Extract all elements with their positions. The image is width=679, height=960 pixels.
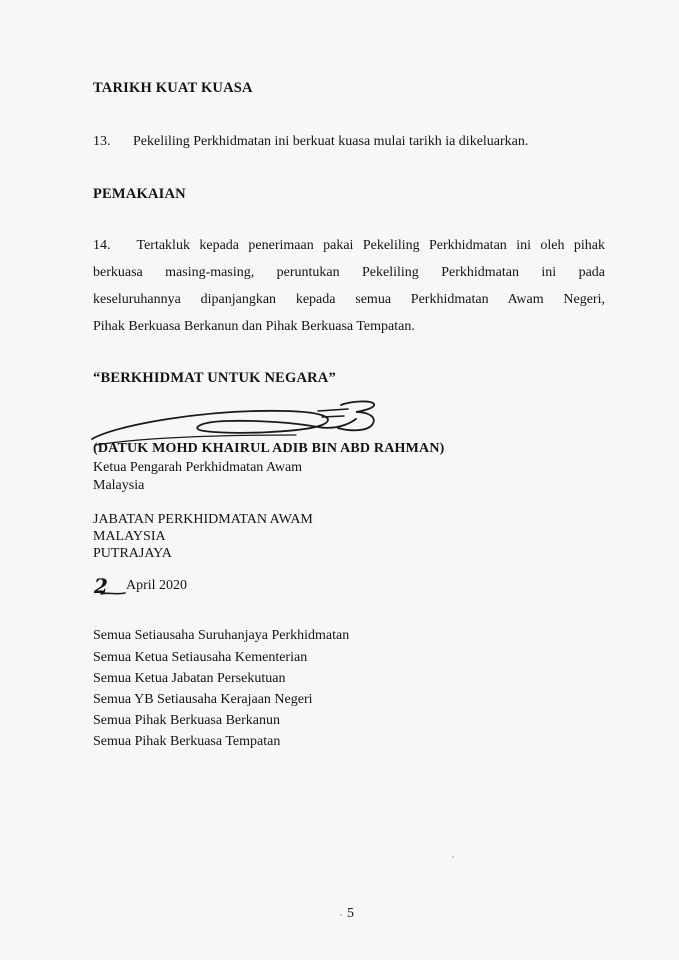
paragraph-text: Pekeliling Perkhidmatan ini berkuat kuasa mulai tarikh ia dikeluarkan. bbox=[133, 134, 529, 149]
paragraph-number: 13. bbox=[93, 134, 111, 149]
signatory-title: Ketua Pengarah Perkhidmatan Awam bbox=[93, 460, 303, 475]
page-number: 5 bbox=[347, 906, 354, 921]
department-name: JABATAN PERKHIDMATAN AWAM bbox=[93, 512, 313, 527]
paragraph-14-line: keseluruhannya dipanjangkan kepada semua Perkhidmatan Awam Negeri, bbox=[93, 292, 605, 307]
date-underline-stroke bbox=[100, 591, 126, 597]
list-item: Semua YB Setiausaha Kerajaan Negeri bbox=[93, 692, 313, 707]
paragraph-number: 14. bbox=[93, 238, 111, 253]
paragraph-14-line bbox=[93, 238, 605, 254]
date-month-year: April 2020 bbox=[126, 578, 188, 593]
scan-speck bbox=[340, 914, 342, 916]
paragraph-text: Tertakluk kepada penerimaan pakai Pekeliling Perkhidmatan ini oleh pihak bbox=[136, 238, 605, 253]
paragraph-14-line: berkuasa masing-masing, peruntukan Pekeliling Perkhidmatan ini pada bbox=[93, 265, 605, 280]
department-city: PUTRAJAYA bbox=[93, 546, 172, 561]
paragraph-13 bbox=[93, 134, 528, 150]
department-country: MALAYSIA bbox=[93, 529, 166, 544]
signatory-name: (DATUK MOHD KHAIRUL ADIB BIN ABD RAHMAN) bbox=[93, 441, 445, 456]
date-day-handwritten: 2 bbox=[94, 574, 108, 598]
motto: “BERKHIDMAT UNTUK NEGARA” bbox=[93, 370, 336, 386]
heading-application: PEMAKAIAN bbox=[93, 186, 186, 202]
signatory-country: Malaysia bbox=[93, 478, 145, 493]
paragraph-14-line: Pihak Berkuasa Berkanun dan Pihak Berkuasa Tempatan. bbox=[93, 319, 415, 334]
list-item: Semua Pihak Berkuasa Tempatan bbox=[93, 734, 281, 749]
list-item: Semua Setiausaha Suruhanjaya Perkhidmatan bbox=[93, 628, 350, 643]
list-item: Semua Pihak Berkuasa Berkanun bbox=[93, 713, 281, 728]
list-item: Semua Ketua Jabatan Persekutuan bbox=[93, 671, 286, 686]
scan-speck bbox=[452, 856, 454, 858]
heading-effective-date: TARIKH KUAT KUASA bbox=[93, 80, 253, 96]
list-item: Semua Ketua Setiausaha Kementerian bbox=[93, 650, 308, 665]
